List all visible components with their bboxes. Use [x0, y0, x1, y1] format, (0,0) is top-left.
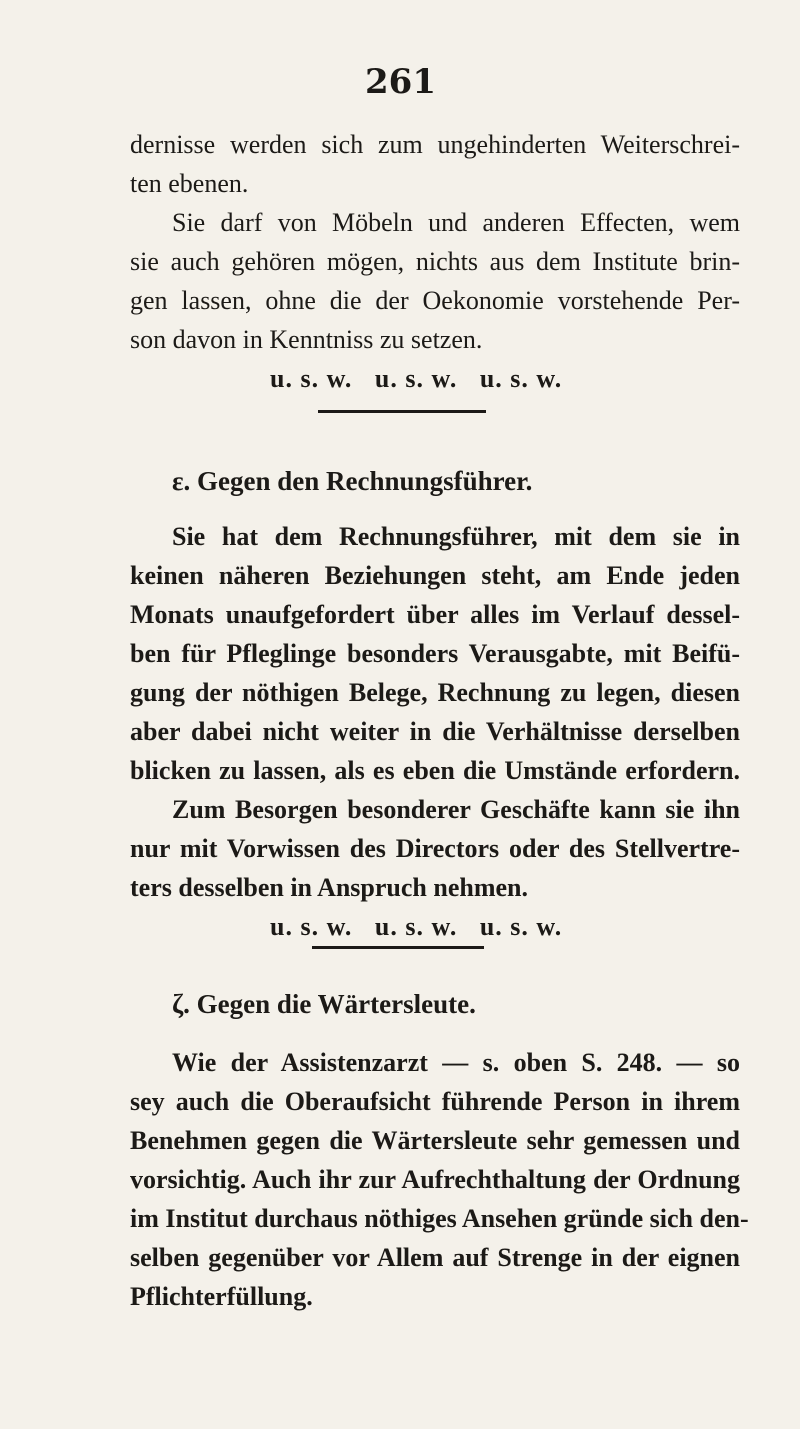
- section-divider: [312, 946, 484, 949]
- section-heading: ε. Gegen den Rechnungsführer.: [172, 466, 533, 496]
- text-line: sey auch die Oberaufsicht führende Person in ihrem: [130, 1087, 740, 1116]
- text-line: vorsichtig. Auch ihr zur Aufrechthaltung der Ordnung: [130, 1165, 740, 1194]
- section-z: [130, 985, 740, 1024]
- text-line: Zum Besorgen besonderer Geschäfte kann sie ihn: [172, 795, 740, 824]
- text-line: Monats unaufgefordert über alles im Verlauf dessel-: [130, 600, 740, 629]
- usw-line: u. s. w. u. s. w. u. s. w.: [270, 912, 563, 941]
- page-number: 261: [365, 62, 436, 102]
- text-line: dernisse werden sich zum ungehinderten Weiterschrei-: [130, 130, 740, 159]
- text-line: nur mit Vorwissen des Directors oder des Stellvertre-: [130, 834, 740, 863]
- text-line: gen lassen, ohne die der Oekonomie vorstehende Per-: [130, 286, 740, 315]
- text-line: selben gegenüber vor Allem auf Strenge in der eignen: [130, 1243, 740, 1272]
- text-line: keinen näheren Beziehungen steht, am Ende jeden: [130, 561, 740, 590]
- text-line: Pflichterfüllung.: [130, 1282, 313, 1311]
- section-d-end: [130, 125, 740, 398]
- section-heading: ζ. Gegen die Wärtersleute.: [172, 989, 476, 1019]
- text-line: ters desselben in Anspruch nehmen.: [130, 873, 528, 902]
- text-line: Sie darf von Möbeln und anderen Effecten, wem: [172, 208, 740, 237]
- text-line: Wie der Assistenzarzt — s. oben S. 248. — so: [172, 1048, 740, 1077]
- section-e: [130, 462, 740, 501]
- usw-line: u. s. w. u. s. w. u. s. w.: [270, 364, 563, 393]
- text-line: Benehmen gegen die Wärtersleute sehr gemessen und: [130, 1126, 740, 1155]
- text-line: im Institut durchaus nöthiges Ansehen gründe sich den-: [130, 1204, 749, 1233]
- text-line: ben für Pfleglinge besonders Verausgabte, mit Beifü-: [130, 639, 740, 668]
- text-line: sie auch gehören mögen, nichts aus dem Institute brin-: [130, 247, 740, 276]
- text-line: Sie hat dem Rechnungsführer, mit dem sie in: [172, 522, 740, 551]
- text-line: son davon in Kenntniss zu setzen.: [130, 325, 483, 354]
- text-line: ten ebenen.: [130, 169, 249, 198]
- text-line: aber dabei nicht weiter in die Verhältnisse derselben: [130, 717, 740, 746]
- section-divider: [318, 410, 486, 413]
- section-e-body: [130, 517, 740, 946]
- section-z-body: [130, 1043, 749, 1316]
- text-line: blicken zu lassen, als es eben die Umstände erfordern.: [130, 756, 740, 785]
- text-line: gung der nöthigen Belege, Rechnung zu legen, diesen: [130, 678, 740, 707]
